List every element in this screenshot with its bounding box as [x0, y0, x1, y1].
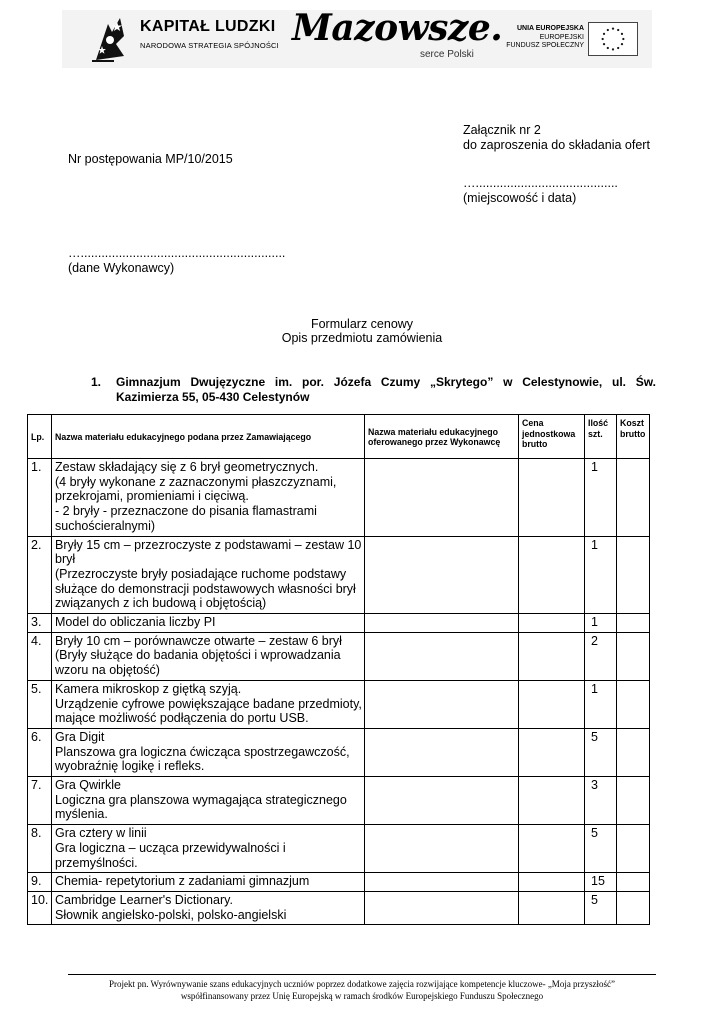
proceeding-number: Nr postępowania MP/10/2015 — [68, 152, 233, 166]
item-name-line: mające możliwość podłączenia do portu USB. — [55, 711, 309, 726]
row-qty: 1 — [585, 459, 617, 537]
row-cost[interactable] — [617, 614, 650, 633]
footer-note — [40, 978, 684, 1002]
table-row — [28, 891, 650, 924]
contractor-dots: …........................................................... — [68, 246, 286, 260]
footer-line1: Projekt pn. Wyrównywanie szans edukacyjnych uczniów poprzez dodatkowe zajęcia rozwijające kompetencje kluczowe- „Moja przyszłość” — [108, 979, 616, 989]
item-name-line: (4 bryły wykonane z zaznaczonymi płaszczyznami, — [55, 474, 337, 489]
item-name-line: (Bryły służące do badania objętości i wprowadzania — [55, 648, 341, 663]
row-item-name — [52, 459, 365, 537]
eu-star-icon — [612, 28, 614, 30]
eu-star-icon — [602, 38, 604, 40]
row-lp: 1. — [28, 459, 52, 537]
place-date-label: (miejscowość i data) — [463, 191, 577, 205]
row-item-name — [52, 891, 365, 924]
row-cost[interactable] — [617, 632, 650, 680]
row-qty: 3 — [585, 777, 617, 825]
row-unit-price[interactable] — [519, 825, 585, 873]
mazowsze-logo-subtitle: serce Polski — [420, 49, 474, 60]
row-lp: 10. — [28, 891, 52, 924]
table-row — [28, 728, 650, 776]
table-row — [28, 825, 650, 873]
row-offered-name[interactable] — [365, 459, 519, 537]
table-row — [28, 614, 650, 633]
school-section-heading — [91, 375, 656, 405]
row-cost[interactable] — [617, 728, 650, 776]
place-date-dots: …......................................... — [463, 176, 618, 190]
table-row — [28, 680, 650, 728]
item-name-line: Gra logiczna – ucząca przewidywalności i — [55, 840, 286, 855]
eu-label-line3: FUNDUSZ SPOŁECZNY — [506, 42, 584, 49]
items-table — [27, 414, 650, 925]
item-name-line: Model do obliczania liczby PI — [55, 615, 216, 630]
row-lp: 8. — [28, 825, 52, 873]
row-offered-name[interactable] — [365, 680, 519, 728]
row-item-name — [52, 536, 365, 614]
item-name-line: Cambridge Learner's Dictionary. — [55, 892, 233, 907]
row-unit-price[interactable] — [519, 891, 585, 924]
table-row — [28, 536, 650, 614]
row-item-name — [52, 825, 365, 873]
item-name-line: Gra Digit — [55, 729, 105, 744]
eu-label — [480, 25, 584, 51]
annex-line1: Załącznik nr 2 — [463, 123, 541, 137]
item-name-line: myślenia. — [55, 807, 108, 822]
eu-star-icon — [622, 38, 624, 40]
row-lp: 2. — [28, 536, 52, 614]
eu-star-icon — [612, 48, 614, 50]
row-unit-price[interactable] — [519, 459, 585, 537]
row-lp: 3. — [28, 614, 52, 633]
header-name-ordered: Nazwa materiału edukacyjnego podana przez Zamawiającego — [52, 415, 365, 459]
row-lp: 4. — [28, 632, 52, 680]
row-cost[interactable] — [617, 825, 650, 873]
eu-star-icon — [617, 47, 619, 49]
table-row — [28, 632, 650, 680]
header-lp: Lp. — [28, 415, 52, 459]
eu-flag-icon — [588, 22, 638, 56]
form-subtitle: Opis przedmiotu zamówienia — [281, 331, 443, 345]
item-name-line: przekrojami, promieniami i cięciwą. — [55, 489, 249, 504]
row-item-name — [52, 873, 365, 892]
kapital-ludzki-subtitle: NARODOWA STRATEGIA SPÓJNOŚCI — [140, 41, 279, 50]
row-qty: 5 — [585, 891, 617, 924]
item-name-line: Planszowa gra logiczna ćwicząca spostrzegawczość, — [55, 744, 350, 759]
eu-star-icon — [621, 33, 623, 35]
item-name-line: brył — [55, 552, 76, 567]
item-name-line: przemyślności. — [55, 855, 138, 870]
row-cost[interactable] — [617, 891, 650, 924]
table-row — [28, 873, 650, 892]
row-cost[interactable] — [617, 777, 650, 825]
row-cost[interactable] — [617, 459, 650, 537]
header-unit-price: Cena jednostkowa brutto — [519, 415, 585, 459]
row-lp: 6. — [28, 728, 52, 776]
kapital-ludzki-logo-icon — [90, 14, 130, 64]
footer-divider — [68, 974, 656, 975]
eu-star-icon — [617, 29, 619, 31]
eu-star-icon — [621, 43, 623, 45]
row-lp: 7. — [28, 777, 52, 825]
item-name-line: Słownik angielsko-polski, polsko-angielski — [55, 907, 287, 922]
eu-star-icon — [603, 43, 605, 45]
row-unit-price[interactable] — [519, 614, 585, 633]
item-name-line: Gra cztery w linii — [55, 826, 147, 841]
item-name-line: suchościeralnymi) — [55, 518, 156, 533]
row-item-name — [52, 614, 365, 633]
row-unit-price[interactable] — [519, 680, 585, 728]
row-qty: 5 — [585, 825, 617, 873]
row-offered-name[interactable] — [365, 825, 519, 873]
table-row — [28, 777, 650, 825]
item-name-line: - 2 bryły - przeznaczone do pisania flamastrami — [55, 504, 317, 519]
eu-star-icon — [603, 33, 605, 35]
annex-line2: do zaproszenia do składania ofert — [463, 138, 650, 152]
item-name-line: wzoru na objętość) — [55, 663, 160, 678]
row-cost[interactable] — [617, 536, 650, 614]
row-qty: 1 — [585, 680, 617, 728]
row-item-name — [52, 632, 365, 680]
footer-line2: współfinansowany przez Unię Europejską w ramach środków Europejskiego Funduszu Społecznego — [180, 991, 544, 1001]
row-cost[interactable] — [617, 680, 650, 728]
item-name-line: Urządzenie cyfrowe powiększające badane przedmioty, — [55, 696, 362, 711]
row-offered-name[interactable] — [365, 891, 519, 924]
row-qty: 15 — [585, 873, 617, 892]
row-unit-price[interactable] — [519, 873, 585, 892]
header-name-offered: Nazwa materiału edukacyjnego oferowanego przez Wykonawcę — [365, 415, 519, 459]
item-name-line: wyobraźnię logikę i refleks. — [55, 759, 205, 774]
form-title: Formularz cenowy — [310, 317, 414, 331]
row-unit-price[interactable] — [519, 536, 585, 614]
item-name-line: Bryły 10 cm – porównawcze otwarte – zestaw 6 brył — [55, 633, 342, 648]
kapital-ludzki-title: KAPITAŁ LUDZKI — [140, 18, 276, 35]
contractor-label: (dane Wykonawcy) — [68, 261, 175, 275]
section-line2: Kazimierza 55, 05-430 Celestynów — [116, 390, 310, 404]
item-name-line: Kamera mikroskop z giętką szyją. — [55, 681, 242, 696]
header-qty: Ilość szt. — [585, 415, 617, 459]
eu-label-line2: EUROPEJSKI — [539, 33, 584, 41]
row-cost[interactable] — [617, 873, 650, 892]
mazowsze-logo-title: Mazowsze. — [292, 7, 503, 49]
item-name-line: Chemia- repetytorium z zadaniami gimnazjum — [55, 874, 310, 889]
row-offered-name[interactable] — [365, 777, 519, 825]
table-row — [28, 459, 650, 537]
item-name-line: Gra Qwirkle — [55, 778, 121, 793]
row-offered-name[interactable] — [365, 614, 519, 633]
row-lp: 9. — [28, 873, 52, 892]
eu-label-line1: UNIA EUROPEJSKA — [516, 25, 584, 32]
row-qty: 1 — [585, 536, 617, 614]
item-name-line: Bryły 15 cm – przezroczyste z podstawami – zestaw 10 — [55, 537, 362, 552]
row-offered-name[interactable] — [365, 536, 519, 614]
row-item-name — [52, 777, 365, 825]
item-name-line: Zestaw składający się z 6 brył geometrycznych. — [55, 460, 319, 474]
row-item-name — [52, 680, 365, 728]
row-lp: 5. — [28, 680, 52, 728]
row-qty: 2 — [585, 632, 617, 680]
eu-star-icon — [607, 29, 609, 31]
item-name-line: służące do demonstracji podstawowych własności brył — [55, 581, 356, 596]
section-number: 1. — [91, 375, 102, 389]
row-offered-name[interactable] — [365, 632, 519, 680]
row-item-name — [52, 728, 365, 776]
item-name-line: Logiczna gra planszowa wymagająca strategicznego — [55, 792, 347, 807]
row-qty: 1 — [585, 614, 617, 633]
row-offered-name[interactable] — [365, 728, 519, 776]
item-name-line: związanych z ich budową i objętością) — [55, 596, 267, 611]
row-qty: 5 — [585, 728, 617, 776]
row-unit-price[interactable] — [519, 632, 585, 680]
header-cost: Koszt brutto — [617, 415, 650, 459]
eu-star-icon — [607, 47, 609, 49]
item-name-line: (Przezroczyste bryły posiadające ruchome podstawy — [55, 566, 347, 581]
row-unit-price[interactable] — [519, 777, 585, 825]
row-offered-name[interactable] — [365, 873, 519, 892]
section-line1: Gimnazjum Dwujęzyczne im. por. Józefa Czumy „Skrytego” w Celestynowie, ul. Św. — [116, 375, 656, 389]
row-unit-price[interactable] — [519, 728, 585, 776]
table-header-row — [28, 415, 650, 459]
